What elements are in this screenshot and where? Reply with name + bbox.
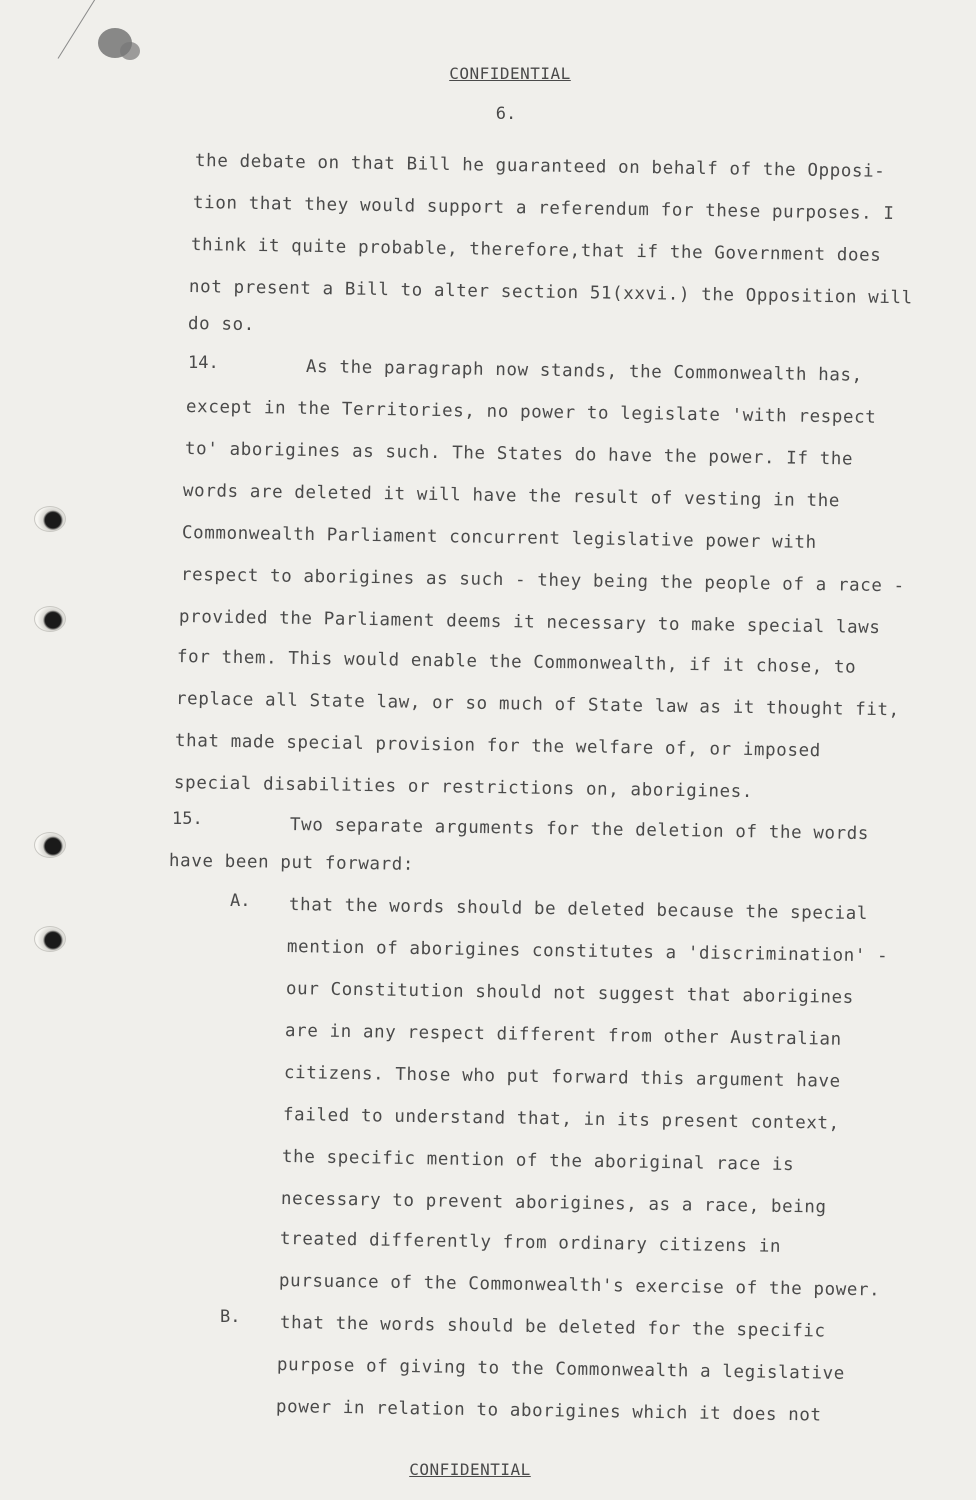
list-item-label: B.	[220, 1307, 241, 1327]
text-line: do so.	[187, 314, 255, 336]
page-number: 6.	[495, 104, 517, 124]
text-line: replace all State law, or so much of State law as it thought fit,	[175, 689, 900, 721]
text-line: provided the Parliament deems it necessary to make special laws	[178, 607, 881, 639]
punch-hole	[34, 606, 66, 632]
text-line: except in the Territories, no power to legislate 'with respect	[185, 397, 877, 428]
text-line: Two separate arguments for the deletion of the words	[289, 815, 870, 845]
text-line: mention of aborigines constitutes a 'discrimination' -	[286, 937, 889, 967]
punch-hole	[34, 926, 66, 952]
footer-classification: CONFIDENTIAL	[409, 1460, 531, 1479]
text-line: citizens. Those who put forward this argument have	[283, 1063, 841, 1092]
text-line: not present a Bill to alter section 51(xxvi.) the Opposition will	[188, 277, 913, 309]
text-line: think it quite probable, therefore,that if the Government does	[190, 235, 882, 266]
paragraph-number: 14.	[188, 353, 219, 373]
text-line: special disabilities or restrictions on, aborigines.	[173, 773, 754, 803]
text-line: our Constitution should not suggest that aborigines	[285, 979, 855, 1008]
text-line: to' aborigines as such. The States do have the power. If the	[184, 439, 854, 470]
text-line: pursuance of the Commonwealth's exercise of the power.	[278, 1271, 881, 1301]
punch-hole	[34, 832, 66, 858]
text-line: that the words should be deleted because the special	[288, 895, 869, 925]
text-line: that the words should be deleted for the specific	[279, 1313, 826, 1342]
list-item-label: A.	[230, 891, 251, 911]
punch-hole	[34, 506, 66, 532]
text-line: necessary to prevent aborigines, as a race, being	[280, 1189, 827, 1218]
text-line: As the paragraph now stands, the Commonwealth has,	[305, 357, 863, 386]
text-line: purpose of giving to the Commonwealth a legislative	[276, 1355, 846, 1384]
text-line: power in relation to aborigines which it does not	[275, 1397, 822, 1426]
text-line: for them. This would enable the Commonwealth, if it chose, to	[176, 647, 857, 678]
text-line: tion that they would support a referendum for these purposes. I	[192, 193, 895, 225]
text-line: the specific mention of the aboriginal race is	[281, 1147, 795, 1176]
text-line: that made special provision for the welfare of, or imposed	[174, 731, 821, 762]
paragraph-number: 15.	[172, 809, 203, 829]
text-line: have been put forward:	[168, 851, 415, 875]
header-classification: CONFIDENTIAL	[449, 64, 571, 83]
text-line: Commonwealth Parliament concurrent legislative power with	[181, 523, 817, 553]
text-line: respect to aborigines as such - they being the people of a race -	[180, 565, 905, 597]
text-line: are in any respect different from other Australian	[284, 1021, 842, 1050]
text-line: failed to understand that, in its present context,	[282, 1105, 840, 1134]
ink-blot	[120, 42, 140, 60]
text-line: treated differently from ordinary citizens in	[279, 1229, 782, 1257]
text-line: the debate on that Bill he guaranteed on behalf of the Opposi-	[194, 151, 886, 182]
text-line: words are deleted it will have the result of vesting in the	[182, 481, 841, 512]
